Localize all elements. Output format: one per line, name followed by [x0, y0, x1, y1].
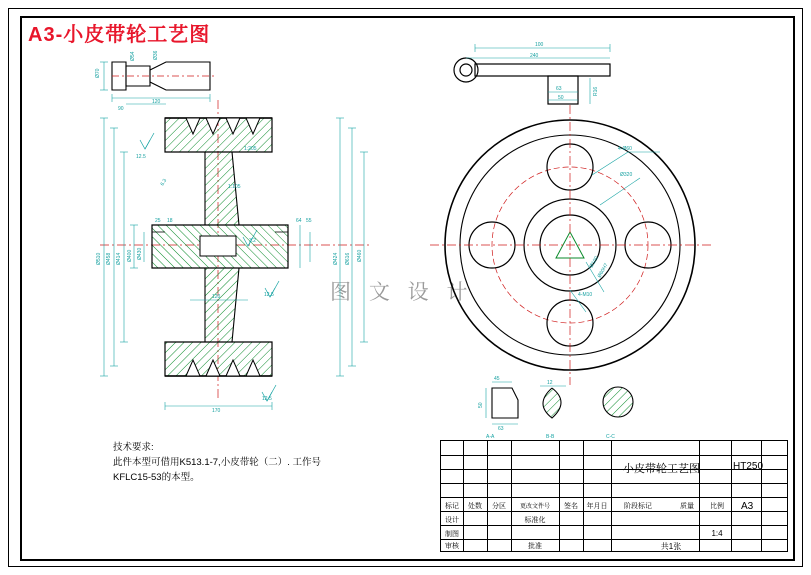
svg-text:Ø424: Ø424 [333, 252, 339, 265]
svg-text:55: 55 [306, 218, 312, 224]
svg-text:Ø70: Ø70 [95, 68, 101, 78]
tb-row-zhitu: 制图 [445, 531, 459, 538]
svg-text:100: 100 [535, 42, 544, 48]
tb-sheets: 共1张 [660, 542, 682, 551]
tb-scale-value: 1:4 [711, 529, 723, 538]
svg-text:64: 64 [296, 218, 302, 224]
tb-stage-label: 阶段标记 [624, 503, 652, 510]
tb-scale-label: 比例 [710, 503, 724, 510]
front-view-pulley [430, 105, 712, 385]
tb-weight-label: 质量 [680, 503, 694, 510]
svg-text:1:105: 1:105 [228, 184, 241, 190]
svg-text:Ø616: Ø616 [345, 252, 351, 265]
svg-text:4-M10: 4-M10 [578, 292, 593, 298]
svg-text:63: 63 [498, 426, 504, 432]
svg-text:120: 120 [152, 99, 161, 105]
svg-text:A-A: A-A [486, 434, 495, 440]
svg-text:90: 90 [118, 106, 124, 112]
svg-text:240: 240 [530, 53, 539, 59]
svg-text:25: 25 [155, 218, 161, 224]
tb-row-shenhe: 审核 [445, 543, 459, 550]
svg-text:Ø414: Ø414 [116, 252, 122, 265]
svg-text:Ø54: Ø54 [130, 51, 136, 61]
svg-text:Ø458: Ø458 [106, 252, 112, 265]
svg-text:120: 120 [212, 294, 221, 300]
tech-line-2: KFLC15-53的本型。 [113, 472, 200, 483]
tb-part-name: 小皮带轮工艺图 [623, 463, 700, 475]
svg-text:Ø510: Ø510 [96, 252, 102, 265]
front-view-arm [454, 58, 610, 104]
tb-head-chushu: 处数 [468, 503, 482, 510]
svg-text:12.5: 12.5 [262, 396, 272, 402]
svg-text:Ø60H7: Ø60H7 [596, 262, 610, 279]
svg-text:45: 45 [494, 376, 500, 382]
svg-text:R16: R16 [593, 86, 599, 96]
tb-row-sheji: 设计 [445, 517, 459, 524]
tb-head-biaoji: 标记 [445, 503, 459, 510]
svg-text:Ø430: Ø430 [137, 247, 143, 260]
tb-head-date: 年月日 [586, 503, 608, 510]
tb-sheet-size: A3 [741, 501, 754, 512]
svg-text:50: 50 [478, 402, 484, 408]
svg-text:4-Ø60: 4-Ø60 [618, 146, 632, 152]
svg-text:Ø100: Ø100 [588, 255, 600, 269]
svg-text:18: 18 [167, 218, 173, 224]
svg-text:B-B: B-B [546, 434, 555, 440]
tb-standardize: 标准化 [524, 517, 546, 524]
technical-requirements [113, 440, 321, 485]
svg-text:12.5: 12.5 [264, 292, 274, 298]
svg-text:C-C: C-C [606, 434, 615, 440]
svg-text:63: 63 [556, 86, 562, 92]
svg-text:Ø320: Ø320 [620, 172, 633, 178]
svg-text:6.3: 6.3 [159, 177, 169, 187]
svg-text:Ø400: Ø400 [127, 249, 133, 262]
watermark-text: 图 文 设 计 [330, 281, 474, 304]
svg-text:12.5: 12.5 [136, 154, 146, 160]
tb-approve: 批准 [528, 543, 542, 550]
tb-material: HT250 [733, 461, 764, 472]
left-shaft-profile [112, 62, 214, 90]
svg-text:1:205: 1:205 [244, 146, 257, 152]
tech-line-1: 此件本型可借用K513.1-7,小皮带轮（二）. 工作号 [113, 457, 321, 468]
svg-text:3.2: 3.2 [249, 238, 256, 244]
tb-head-fenqu: 分区 [492, 503, 506, 510]
title-block [440, 440, 788, 552]
tb-head-qianming: 签名 [564, 503, 578, 510]
page-title: A3-小皮带轮工艺图 [28, 24, 211, 46]
svg-text:50: 50 [558, 95, 564, 101]
detail-views [492, 387, 633, 418]
svg-text:170: 170 [212, 408, 221, 414]
tech-heading: 技术要求: [113, 442, 154, 453]
svg-text:Ø460: Ø460 [357, 249, 363, 262]
svg-text:Ø36: Ø36 [153, 50, 159, 60]
svg-text:12: 12 [547, 380, 553, 386]
tb-head-file: 更改文件号 [519, 504, 550, 510]
